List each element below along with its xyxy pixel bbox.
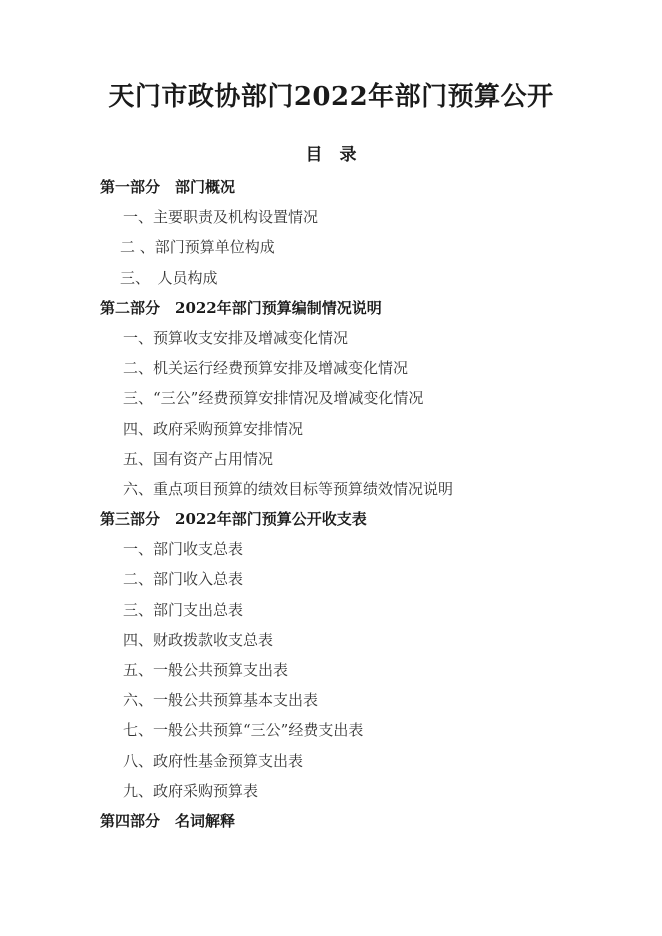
toc-item: 四、政府采购预算安排情况 <box>123 419 304 438</box>
toc-part-4: 第四部分 名词解释 <box>100 811 236 830</box>
table-of-contents <box>100 172 620 836</box>
toc-item: 五、国有资产占用情况 <box>123 449 274 468</box>
toc-item: 八、政府性基金预算支出表 <box>123 751 304 770</box>
toc-item: 五、一般公共预算支出表 <box>123 661 289 679</box>
toc-item: 二、部门收入总表 <box>123 570 244 589</box>
toc-item: 七、一般公共预算“三公”经费支出表 <box>123 721 364 740</box>
toc-item: 一、预算收支安排及增减变化情况 <box>123 328 349 347</box>
toc-item: 一、部门收支总表 <box>123 540 244 559</box>
toc-item: 三、 人员构成 <box>120 268 218 287</box>
toc-item: 三、部门支出总表 <box>123 600 244 619</box>
document-title: 天门市政协部门2022年部门预算公开 <box>108 82 554 112</box>
toc-item: 四、财政拨款收支总表 <box>123 630 274 649</box>
toc-part-3: 第三部分 2022年部门预算公开收支表 <box>100 510 367 529</box>
toc-item: 三、“三公”经费预算安排情况及增减变化情况 <box>123 389 424 408</box>
toc-item: 二 、部门预算单位构成 <box>120 238 275 257</box>
toc-item: 二、机关运行经费预算安排及增减变化情况 <box>123 359 409 378</box>
toc-item: 一、主要职责及机构设置情况 <box>123 208 319 227</box>
toc-item: 九、政府采购预算表 <box>123 781 259 800</box>
toc-item: 六、重点项目预算的绩效目标等预算绩效情况说明 <box>123 479 454 498</box>
toc-item: 六、一般公共预算基本支出表 <box>123 691 319 710</box>
toc-part-2: 第二部分 2022年部门预算编制情况说明 <box>100 298 382 317</box>
toc-heading: 目 录 <box>305 145 357 165</box>
toc-part-1: 第一部分 部门概况 <box>100 178 236 196</box>
